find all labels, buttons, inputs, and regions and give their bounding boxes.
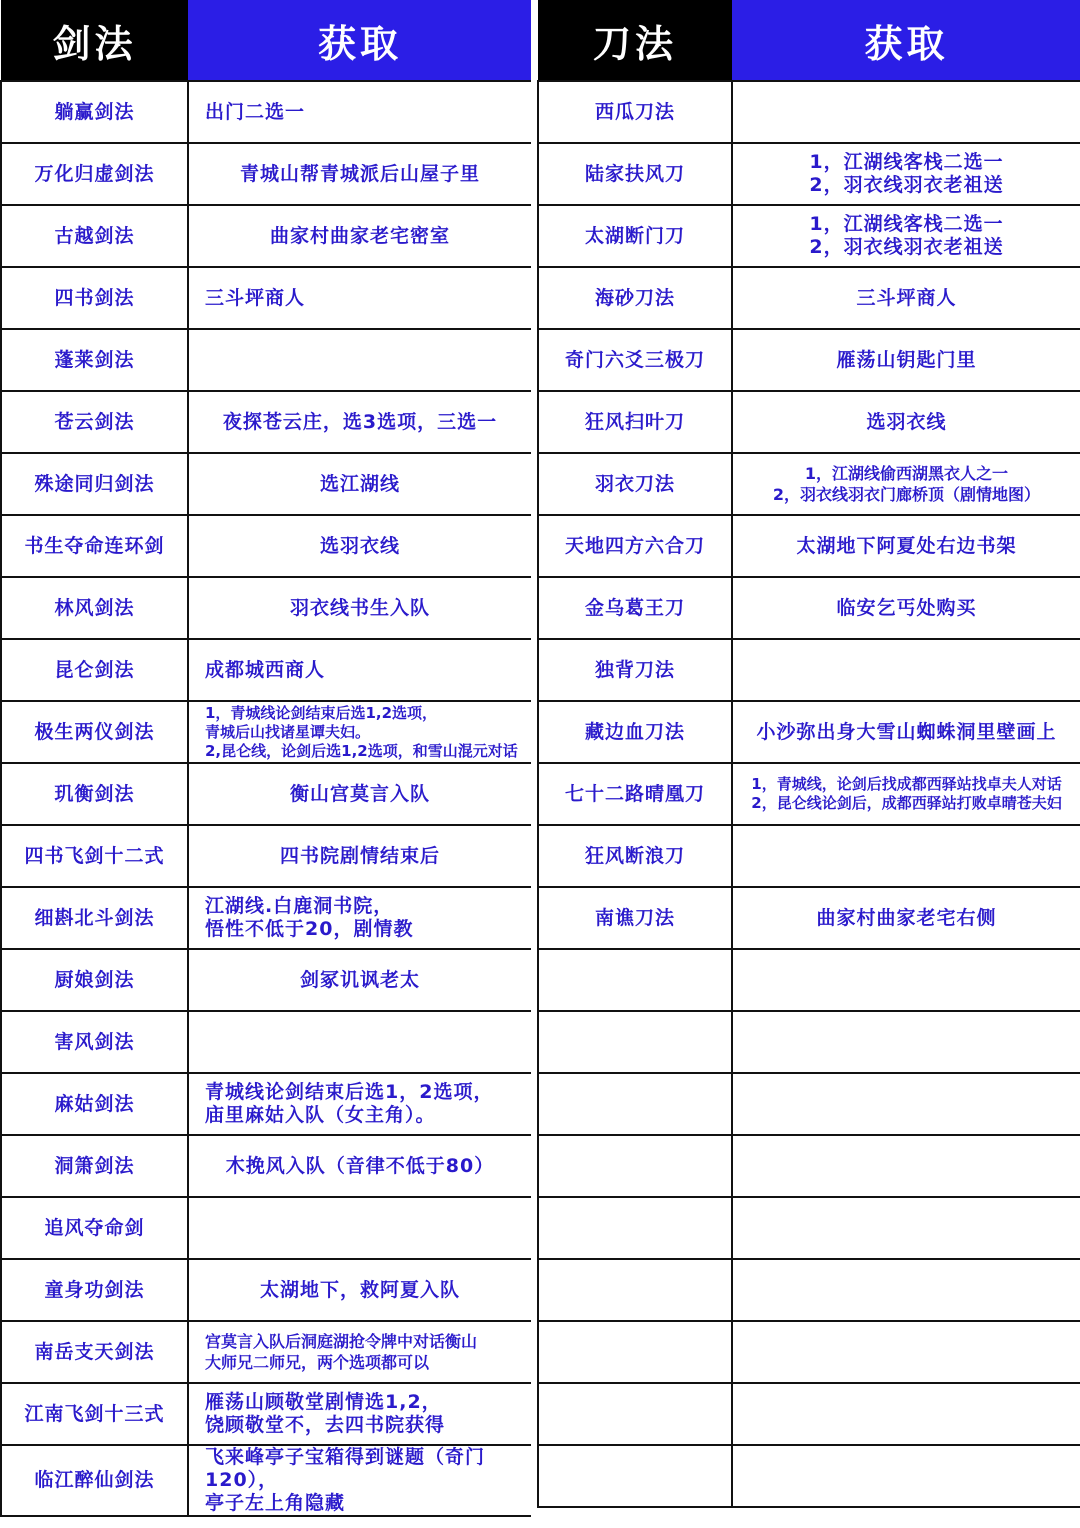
sword-technique-table — [0, 0, 533, 1517]
blade-table-row — [538, 143, 1080, 205]
blade-table-row — [538, 887, 1080, 949]
sword-acquisition-source: 江湖线.白鹿洞书院， 悟性不低于20，剧情教 — [188, 887, 532, 949]
blade-technique-name — [538, 1197, 732, 1259]
sword-technique-name: 极生两仪剑法 — [1, 701, 188, 763]
sword-acquisition-source: 衡山宫莫言入队 — [188, 763, 532, 825]
blade-technique-name: 独背刀法 — [538, 639, 732, 701]
sword-acquisition-source: 青城山帮青城派后山屋子里 — [188, 143, 532, 205]
blade-acquisition-source — [732, 825, 1080, 887]
sword-acquisition-source: 夜探苍云庄，选3选项，三选一 — [188, 391, 532, 453]
sword-technique-name: 四书剑法 — [1, 267, 188, 329]
sword-technique-name: 躺赢剑法 — [1, 81, 188, 143]
sword-table-body — [1, 81, 532, 1516]
sword-acquisition-source: 青城线论剑结束后选1，2选项， 庙里麻姑入队（女主角）。 — [188, 1073, 532, 1135]
blade-acquisition-source: 选羽衣线 — [732, 391, 1080, 453]
sword-acquisition-source: 成都城西商人 — [188, 639, 532, 701]
blade-table-row — [538, 81, 1080, 143]
blade-name-header: 刀法 — [538, 0, 732, 81]
blade-acquisition-source — [732, 1073, 1080, 1135]
sword-technique-name: 殊途同归剑法 — [1, 453, 188, 515]
sword-table-row — [1, 267, 532, 329]
sword-table-row — [1, 825, 532, 887]
sword-table-row — [1, 143, 532, 205]
sword-source-header: 获取 — [188, 0, 532, 81]
sword-technique-name: 古越剑法 — [1, 205, 188, 267]
blade-acquisition-source: 1，江湖线客栈二选一 2，羽衣线羽衣老祖送 — [732, 205, 1080, 267]
sword-acquisition-source — [188, 1197, 532, 1259]
blade-technique-name: 七十二路晴凰刀 — [538, 763, 732, 825]
blade-acquisition-source: 太湖地下阿夏处右边书架 — [732, 515, 1080, 577]
sword-table-row — [1, 81, 532, 143]
blade-table-row — [538, 1321, 1080, 1383]
blade-acquisition-source: 小沙弥出身大雪山蜘蛛洞里壁画上 — [732, 701, 1080, 763]
sword-acquisition-source: 1，青城线论剑结束后选1,2选项， 青城后山找诸星谭夫妇。 2,昆仑线，论剑后选1,2选项，和雪山混元对话 — [188, 701, 532, 763]
sword-technique-name: 昆仑剑法 — [1, 639, 188, 701]
blade-acquisition-source — [732, 81, 1080, 143]
sword-technique-name: 细斟北斗剑法 — [1, 887, 188, 949]
blade-table-row — [538, 1073, 1080, 1135]
sword-technique-name: 追风夺命剑 — [1, 1197, 188, 1259]
sword-acquisition-source: 选江湖线 — [188, 453, 532, 515]
sword-table-row — [1, 577, 532, 639]
sword-technique-name: 南岳支天剑法 — [1, 1321, 188, 1383]
sword-table-row — [1, 205, 532, 267]
blade-table-row — [538, 763, 1080, 825]
blade-table-row — [538, 701, 1080, 763]
blade-technique-name: 狂风扫叶刀 — [538, 391, 732, 453]
sword-acquisition-source — [188, 329, 532, 391]
sword-technique-name: 万化归虚剑法 — [1, 143, 188, 205]
sword-technique-name: 厨娘剑法 — [1, 949, 188, 1011]
sword-acquisition-source: 四书院剧情结束后 — [188, 825, 532, 887]
sword-table-row — [1, 763, 532, 825]
sword-technique-name: 临江醉仙剑法 — [1, 1445, 188, 1516]
blade-technique-name: 奇门六爻三极刀 — [538, 329, 732, 391]
sword-table-row — [1, 887, 532, 949]
sword-table-row — [1, 1135, 532, 1197]
blade-table-row — [538, 453, 1080, 515]
blade-technique-name: 狂风断浪刀 — [538, 825, 732, 887]
sword-table-row — [1, 391, 532, 453]
blade-technique-name: 太湖断门刀 — [538, 205, 732, 267]
blade-technique-name — [538, 1383, 732, 1445]
blade-table-row — [538, 267, 1080, 329]
blade-acquisition-source — [732, 1011, 1080, 1073]
blade-table-row — [538, 1011, 1080, 1073]
sword-acquisition-source: 羽衣线书生入队 — [188, 577, 532, 639]
sword-acquisition-source: 雁荡山顾敬堂剧情选1,2， 饶顾敬堂不，去四书院获得 — [188, 1383, 532, 1445]
blade-acquisition-source: 曲家村曲家老宅右侧 — [732, 887, 1080, 949]
sword-acquisition-source: 宫莫言入队后洞庭湖抢令牌中对话衡山 大师兄二师兄，两个选项都可以 — [188, 1321, 532, 1383]
sword-technique-name: 害风剑法 — [1, 1011, 188, 1073]
blade-acquisition-source — [732, 1197, 1080, 1259]
blade-technique-name — [538, 1073, 732, 1135]
blade-technique-name: 陆家扶风刀 — [538, 143, 732, 205]
blade-table-row — [538, 1197, 1080, 1259]
blade-acquisition-source — [732, 949, 1080, 1011]
sword-table-row — [1, 453, 532, 515]
blade-acquisition-source — [732, 1445, 1080, 1507]
blade-table-row — [538, 1135, 1080, 1197]
sword-table-row — [1, 1073, 532, 1135]
sword-acquisition-source: 三斗坪商人 — [188, 267, 532, 329]
sword-acquisition-source: 太湖地下，救阿夏入队 — [188, 1259, 532, 1321]
blade-technique-name: 天地四方六合刀 — [538, 515, 732, 577]
blade-technique-name: 藏边血刀法 — [538, 701, 732, 763]
blade-acquisition-source — [732, 1259, 1080, 1321]
blade-table-row — [538, 205, 1080, 267]
sword-technique-name: 蓬莱剑法 — [1, 329, 188, 391]
sword-table-row — [1, 1321, 532, 1383]
blade-technique-table — [537, 0, 1080, 1508]
sword-acquisition-source: 选羽衣线 — [188, 515, 532, 577]
blade-table-row — [538, 1445, 1080, 1507]
sword-name-header: 剑法 — [1, 0, 188, 81]
blade-technique-name: 羽衣刀法 — [538, 453, 732, 515]
blade-technique-name — [538, 949, 732, 1011]
blade-header-row — [538, 0, 1080, 81]
blade-acquisition-source — [732, 1135, 1080, 1197]
blade-table-row — [538, 329, 1080, 391]
blade-technique-name — [538, 1259, 732, 1321]
sword-table-row — [1, 1259, 532, 1321]
blade-table-row — [538, 825, 1080, 887]
sword-technique-name: 童身功剑法 — [1, 1259, 188, 1321]
blade-acquisition-source: 1，江湖线偷西湖黑衣人之一 2，羽衣线羽衣门廊桥顶（剧情地图） — [732, 453, 1080, 515]
sword-table-row — [1, 1383, 532, 1445]
sword-technique-name: 江南飞剑十三式 — [1, 1383, 188, 1445]
sword-table-row — [1, 639, 532, 701]
sword-table-row — [1, 1197, 532, 1259]
sword-technique-name: 书生夺命连环剑 — [1, 515, 188, 577]
sword-header-row — [1, 0, 532, 81]
blade-technique-name — [538, 1445, 732, 1507]
sword-table-row — [1, 1011, 532, 1073]
sword-technique-name: 洞箫剑法 — [1, 1135, 188, 1197]
sword-table-row — [1, 329, 532, 391]
blade-source-header: 获取 — [732, 0, 1080, 81]
blade-acquisition-source — [732, 1321, 1080, 1383]
blade-table-body — [538, 81, 1080, 1507]
sword-table-row — [1, 949, 532, 1011]
blade-technique-name: 海砂刀法 — [538, 267, 732, 329]
blade-acquisition-source — [732, 1383, 1080, 1445]
sword-acquisition-source — [188, 1011, 532, 1073]
blade-table-row — [538, 949, 1080, 1011]
blade-acquisition-source: 1，青城线，论剑后找成都西驿站找卓夫人对话 2，昆仑线论剑后，成都西驿站打败卓晴苍夫妇 — [732, 763, 1080, 825]
sword-technique-name: 四书飞剑十二式 — [1, 825, 188, 887]
blade-acquisition-source — [732, 639, 1080, 701]
sword-table-row — [1, 701, 532, 763]
sword-acquisition-source: 剑冢讥讽老太 — [188, 949, 532, 1011]
blade-technique-name — [538, 1321, 732, 1383]
sword-table-row — [1, 515, 532, 577]
blade-acquisition-source: 雁荡山钥匙门里 — [732, 329, 1080, 391]
blade-technique-name: 南谯刀法 — [538, 887, 732, 949]
sword-technique-name: 林风剑法 — [1, 577, 188, 639]
blade-technique-name: 金乌葛王刀 — [538, 577, 732, 639]
sword-acquisition-source: 飞来峰亭子宝箱得到谜题（奇门120）， 亭子左上角隐藏 — [188, 1445, 532, 1516]
sword-acquisition-source: 木挽风入队（音律不低于80） — [188, 1135, 532, 1197]
sword-technique-name: 玑衡剑法 — [1, 763, 188, 825]
blade-acquisition-source: 三斗坪商人 — [732, 267, 1080, 329]
blade-technique-name — [538, 1135, 732, 1197]
blade-table-row — [538, 577, 1080, 639]
sword-table-row — [1, 1445, 532, 1516]
sword-acquisition-source: 曲家村曲家老宅密室 — [188, 205, 532, 267]
sword-acquisition-source: 出门二选一 — [188, 81, 532, 143]
blade-acquisition-source: 1，江湖线客栈二选一 2，羽衣线羽衣老祖送 — [732, 143, 1080, 205]
blade-table-row — [538, 639, 1080, 701]
blade-table-row — [538, 1259, 1080, 1321]
blade-technique-name: 西瓜刀法 — [538, 81, 732, 143]
sword-technique-name: 苍云剑法 — [1, 391, 188, 453]
blade-table-row — [538, 391, 1080, 453]
sword-technique-name: 麻姑剑法 — [1, 1073, 188, 1135]
blade-table-row — [538, 515, 1080, 577]
blade-table-row — [538, 1383, 1080, 1445]
blade-technique-name — [538, 1011, 732, 1073]
blade-acquisition-source: 临安乞丐处购买 — [732, 577, 1080, 639]
